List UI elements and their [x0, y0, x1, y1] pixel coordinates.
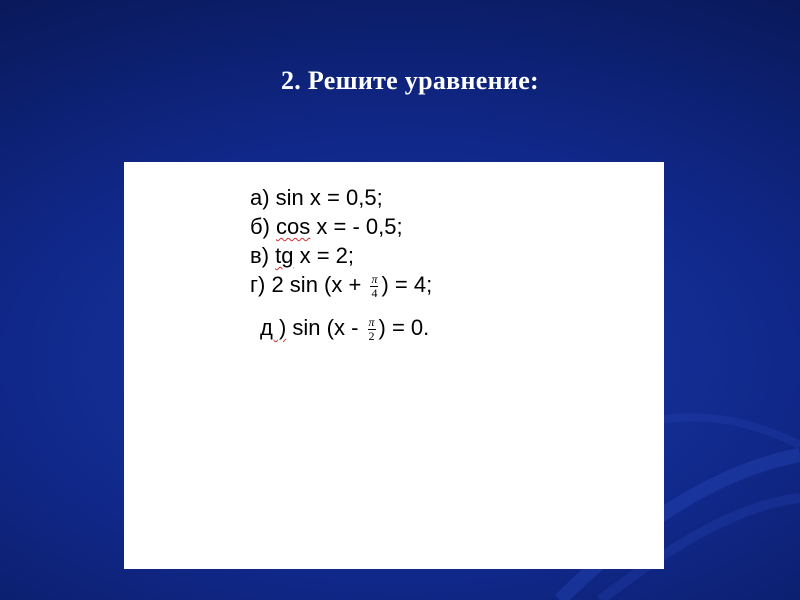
equation-a	[250, 183, 432, 212]
equations-image	[124, 162, 664, 569]
equation-v-prefix: в)	[250, 243, 276, 268]
equation-v-rest: x = 2;	[293, 243, 355, 268]
equation-v	[250, 241, 432, 270]
equation-d-after: ) = 0.	[378, 315, 430, 340]
equation-d-before: sin (x -	[286, 315, 365, 340]
equation-d-letter: д )	[260, 315, 287, 340]
equation-d	[260, 308, 432, 348]
equation-d-fraction	[368, 316, 376, 343]
equation-g-before: г) 2 sin (x +	[250, 272, 368, 297]
equation-g-numerator: π	[371, 271, 378, 286]
equation-g-fraction	[370, 273, 378, 300]
equation-a-text: а) sin x = 0,5;	[250, 185, 383, 210]
equation-v-func: tg	[275, 243, 294, 268]
slide-title: 2. Решите уравнение:	[280, 66, 539, 95]
equation-g-denominator: 4	[371, 285, 378, 300]
equation-d-numerator: π	[368, 314, 375, 329]
equation-g	[250, 270, 432, 308]
equations-list	[250, 183, 432, 348]
equation-d-denominator: 2	[368, 328, 375, 343]
equation-b-rest: x = - 0,5;	[310, 214, 403, 239]
equation-b-func: cos	[276, 214, 311, 239]
equation-b	[250, 212, 432, 241]
equation-b-prefix: б)	[250, 214, 277, 239]
equation-g-after: ) = 4;	[381, 272, 433, 297]
